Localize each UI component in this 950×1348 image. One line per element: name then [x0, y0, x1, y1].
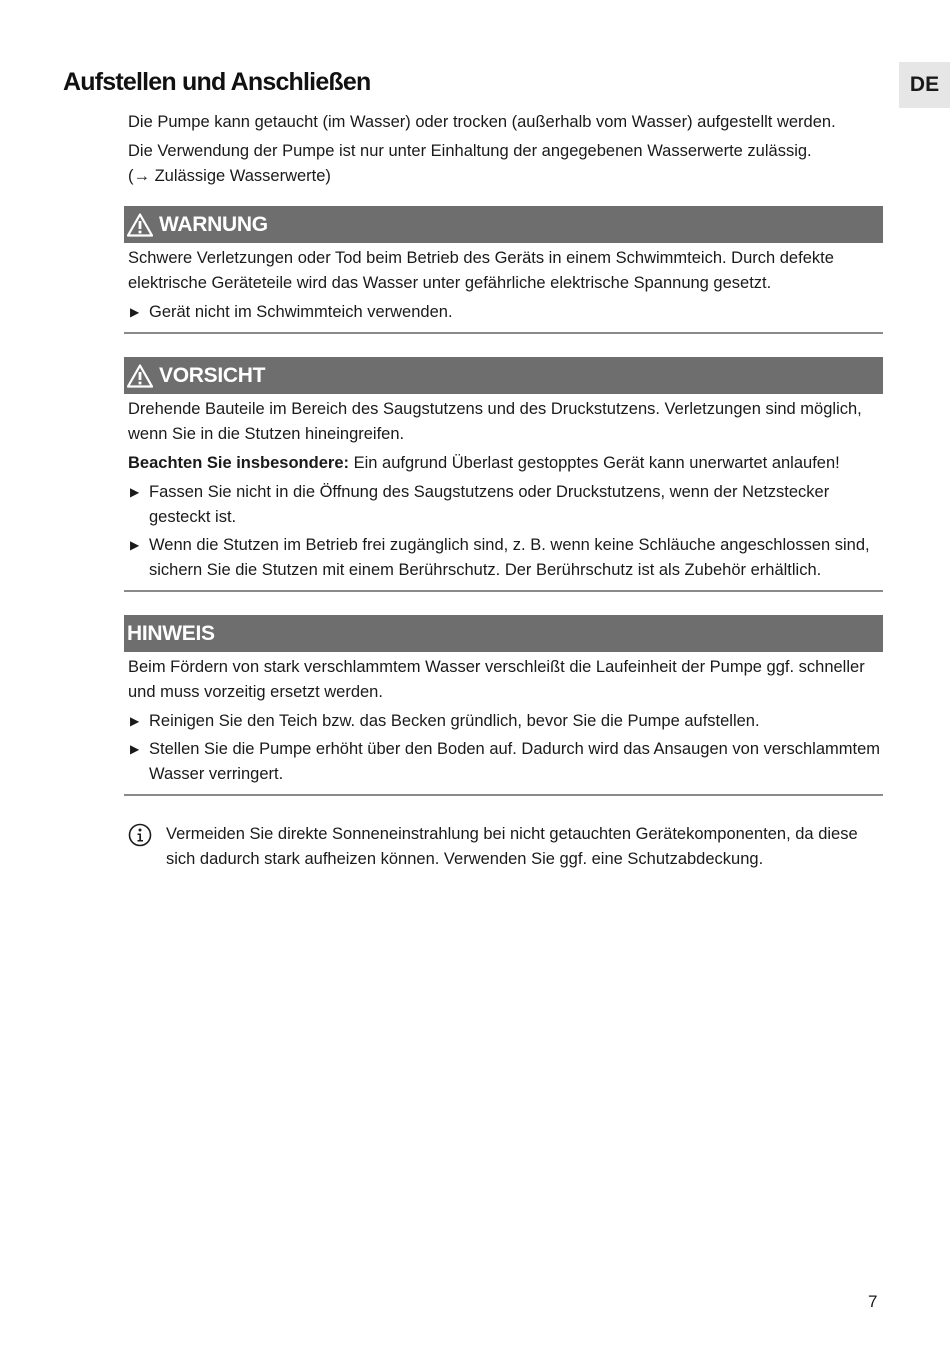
caution-body — [124, 394, 883, 592]
intro-paragraph-1: Die Pumpe kann getaucht (im Wasser) oder trocken (außerhalb vom Wasser) aufgestellt werden. — [128, 113, 836, 131]
info-circle-icon — [128, 823, 152, 847]
list-item — [128, 737, 883, 787]
warning-header — [124, 206, 883, 243]
step-text: Stellen Sie die Pumpe erhöht über den Boden auf. Dadurch wird das Ansaugen von verschlammtem Wasser verringert. — [149, 740, 881, 783]
caution-header — [124, 357, 883, 394]
arrow-right-icon: ▶ — [130, 485, 140, 499]
page-number: 7 — [868, 1292, 878, 1311]
notice-body — [124, 652, 883, 796]
notice-label: HINWEIS — [127, 622, 215, 645]
content — [128, 110, 883, 872]
intro-paragraph-2 — [128, 139, 883, 189]
step-text: Fassen Sie nicht in die Öffnung des Saugstutzens oder Druckstutzens, wenn der Netzstecker gesteckt ist. — [149, 483, 830, 526]
step-text: Gerät nicht im Schwimmteich verwenden. — [149, 303, 453, 321]
info-note-text: Vermeiden Sie direkte Sonneneinstrahlung bei nicht getauchten Gerätekomponenten, da diese sich dadurch stark aufheizen können. Verwenden Sie ggf. eine Schutzabdeckung. — [166, 825, 858, 868]
caution-box — [124, 357, 883, 592]
warning-box — [124, 206, 883, 334]
intro-paragraph-2-text: Die Verwendung der Pumpe ist nur unter Einhaltung der angegebenen Wasserwerte zulässig. — [128, 142, 812, 160]
arrow-right-icon: ▶ — [130, 714, 140, 728]
caution-emphasis — [128, 451, 883, 476]
language-tab: DE — [899, 62, 950, 108]
warning-body — [124, 243, 883, 334]
info-note — [128, 822, 883, 872]
emphasis-text: Ein aufgrund Überlast gestopptes Gerät kann unerwartet anlaufen! — [349, 454, 840, 472]
step-text: Reinigen Sie den Teich bzw. das Becken gründlich, bevor Sie die Pumpe aufstellen. — [149, 712, 760, 730]
warning-triangle-icon — [127, 364, 153, 388]
caution-text: Drehende Bauteile im Bereich des Saugstutzens und des Druckstutzens. Verletzungen sind möglich, wenn Sie in die Stutzen hineingreifen. — [128, 400, 862, 443]
emphasis-label: Beachten Sie insbesondere: — [128, 454, 349, 472]
list-item — [128, 709, 883, 734]
caution-label: VORSICHT — [159, 364, 266, 387]
notice-text: Beim Fördern von stark verschlammtem Wasser verschleißt die Laufeinheit der Pumpe ggf. schneller und muss vorzeitig ersetzt werden. — [128, 658, 865, 701]
notice-header — [124, 615, 883, 652]
step-text: Wenn die Stutzen im Betrieb frei zugänglich sind, z. B. wenn keine Schläuche angeschlossen sind, sichern Sie die Stutzen mit einem Berührschutz. Der Berührschutz ist als Zubehör erhältlich. — [149, 536, 870, 579]
cross-reference-link[interactable]: (→ Zulässige Wasserwerte) — [128, 167, 331, 185]
page-title: Aufstellen und Anschließen — [63, 68, 371, 96]
warning-text: Schwere Verletzungen oder Tod beim Betrieb des Geräts in einem Schwimmteich. Durch defekte elektrische Geräteteile wird das Wasser unter gefährliche elektrische Spannung gesetzt. — [128, 249, 834, 292]
list-item — [128, 533, 883, 583]
warning-label: WARNUNG — [159, 213, 268, 236]
arrow-right-icon: ▶ — [130, 742, 140, 756]
arrow-right-icon: ▶ — [130, 538, 140, 552]
warning-triangle-icon — [127, 213, 153, 237]
list-item — [128, 300, 883, 325]
list-item — [128, 480, 883, 530]
arrow-right-icon: ▶ — [130, 305, 140, 319]
notice-box — [124, 615, 883, 796]
